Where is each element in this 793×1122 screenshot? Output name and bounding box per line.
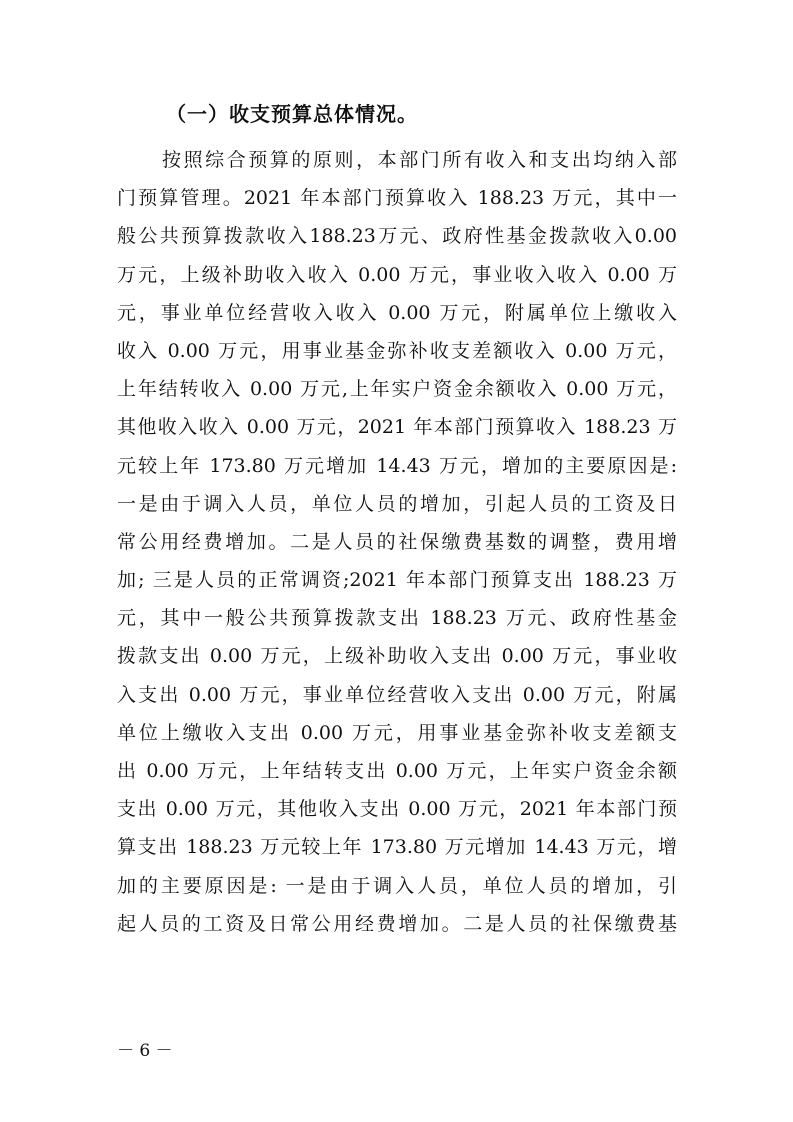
text-line: 上年结转收入 0.00 万元,上年实户资金余额收入 0.00 万元， xyxy=(117,378,677,401)
section-heading: （一）收支预算总体情况。 xyxy=(166,102,418,126)
text-line: 元，事业单位经营收入收入 0.00 万元，附属单位上缴收入 xyxy=(117,301,677,324)
text-line: 入支出 0.00 万元，事业单位经营收入支出 0.00 万元，附属 xyxy=(117,683,677,706)
text-line: 支出 0.00 万元，其他收入支出 0.00 万元，2021 年本部门预 xyxy=(117,798,677,821)
text-line: 起人员的工资及日常公用经费增加。二是人员的社保缴费基 xyxy=(117,912,677,935)
text-line: 单位上缴收入支出 0.00 万元，用事业基金弥补收支差额支 xyxy=(117,721,677,744)
text-line: 万元，上级补助收入收入 0.00 万元，事业收入收入 0.00 万 xyxy=(117,263,677,286)
text-line: 元，其中一般公共预算拨款支出 188.23 万元、政府性基金 xyxy=(117,607,677,630)
text-line: 拨款支出 0.00 万元，上级补助收入支出 0.00 万元，事业收 xyxy=(117,645,677,668)
text-line: 出 0.00 万元，上年结转支出 0.00 万元，上年实户资金余额 xyxy=(117,760,677,782)
text-line: 收入 0.00 万元，用事业基金弥补收支差额收入 0.00 万元， xyxy=(117,339,677,362)
text-line: 按照综合预算的原则，本部门所有收入和支出均纳入部 xyxy=(162,149,677,171)
text-line: 元较上年 173.80 万元增加 14.43 万元，增加的主要原因是: xyxy=(117,454,677,477)
text-line: 常公用经费增加。二是人员的社保缴费基数的调整，费用增 xyxy=(117,530,677,553)
text-line: 一是由于调入人员，单位人员的增加，引起人员的工资及日 xyxy=(117,492,677,515)
body-paragraph xyxy=(117,141,677,943)
text-line: 加的主要原因是: 一是由于调入人员，单位人员的增加，引 xyxy=(117,874,677,897)
text-line: 加; 三是人员的正常调资;2021 年本部门预算支出 188.23 万 xyxy=(117,569,677,592)
text-line: 其他收入收入 0.00 万元，2021 年本部门预算收入 188.23 万 xyxy=(117,416,677,439)
text-line: 般公共预算拨款收入188.23万元、政府性基金拨款收入0.00 xyxy=(117,225,677,248)
page-number: － 6 － xyxy=(117,1041,173,1061)
text-line: 算支出 188.23 万元较上年 173.80 万元增加 14.43 万元，增 xyxy=(117,836,677,859)
text-line: 门预算管理。2021 年本部门预算收入 188.23 万元，其中一 xyxy=(117,187,677,210)
